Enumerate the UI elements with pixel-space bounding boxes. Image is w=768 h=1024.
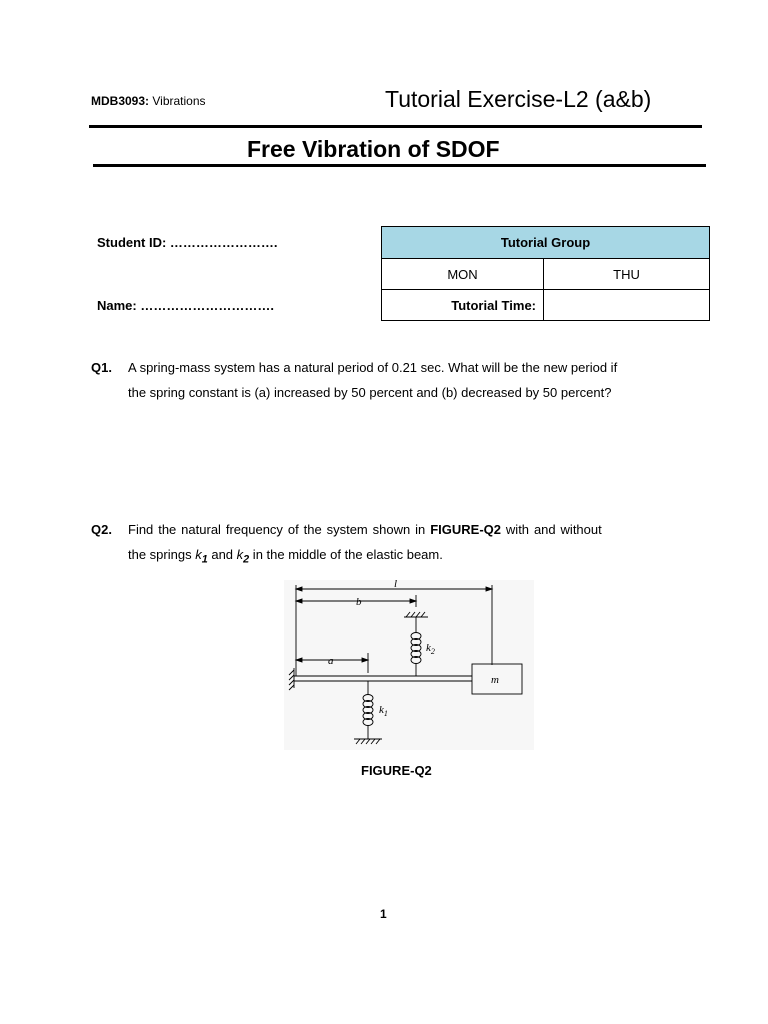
q2-text: with and without (501, 522, 602, 537)
k2-symbol: k (236, 547, 244, 562)
label-k2-subscript: 2 (430, 647, 435, 656)
tutorial-title: Tutorial Exercise-L2 (a&b) (385, 86, 652, 112)
label-k1-subscript: 1 (383, 709, 388, 718)
figure-reference: FIGURE-Q2 (430, 522, 501, 537)
label-k1-symbol: k (379, 704, 384, 716)
header-rule-bottom (93, 164, 706, 167)
student-id-field[interactable]: Student ID: ……………………. (97, 235, 278, 250)
k2-subscript: 2 (243, 553, 250, 566)
q2-text: Find the natural frequency of the system shown in (128, 522, 431, 537)
label-a: a (328, 655, 334, 667)
label-l: l (394, 580, 398, 590)
tutorial-group-table (381, 226, 710, 321)
question-text-line: the spring constant is (a) increased by 50 percent and (b) decreased by 50 percent? (128, 385, 612, 400)
name-field[interactable]: Name: …………………………. (97, 298, 274, 313)
day-thu-cell[interactable]: THU (544, 259, 710, 290)
q2-text: and (207, 547, 237, 562)
figure-caption: FIGURE-Q2 (361, 763, 432, 778)
label-b: b (356, 596, 362, 608)
day-mon-cell[interactable]: MON (382, 259, 544, 290)
beam-spring-diagram (284, 580, 534, 750)
question-number: Q2. (91, 522, 112, 537)
question-text-line: A spring-mass system has a natural period of 0.21 sec. What will be the new period if (128, 360, 618, 375)
label-k2-symbol: k (426, 642, 431, 654)
page-number: 1 (380, 907, 387, 921)
header-rule-top (89, 125, 702, 128)
q2-text: the springs (128, 547, 196, 562)
question-number: Q1. (91, 360, 112, 375)
page-title: Free Vibration of SDOF (247, 136, 500, 162)
course-label (91, 94, 206, 108)
question-text-line (128, 522, 602, 537)
q2-text: in the middle of the elastic beam. (249, 547, 443, 562)
label-m: m (491, 674, 499, 686)
tutorial-time-label: Tutorial Time: (382, 290, 544, 321)
course-name: Vibrations (152, 94, 206, 108)
k1-subscript: 1 (201, 553, 208, 566)
tutorial-group-header: Tutorial Group (382, 227, 710, 259)
course-code: MDB3093: (91, 94, 150, 108)
tutorial-time-cell[interactable] (544, 290, 710, 321)
k1-symbol: k (195, 547, 202, 562)
question-text-line (128, 547, 443, 566)
